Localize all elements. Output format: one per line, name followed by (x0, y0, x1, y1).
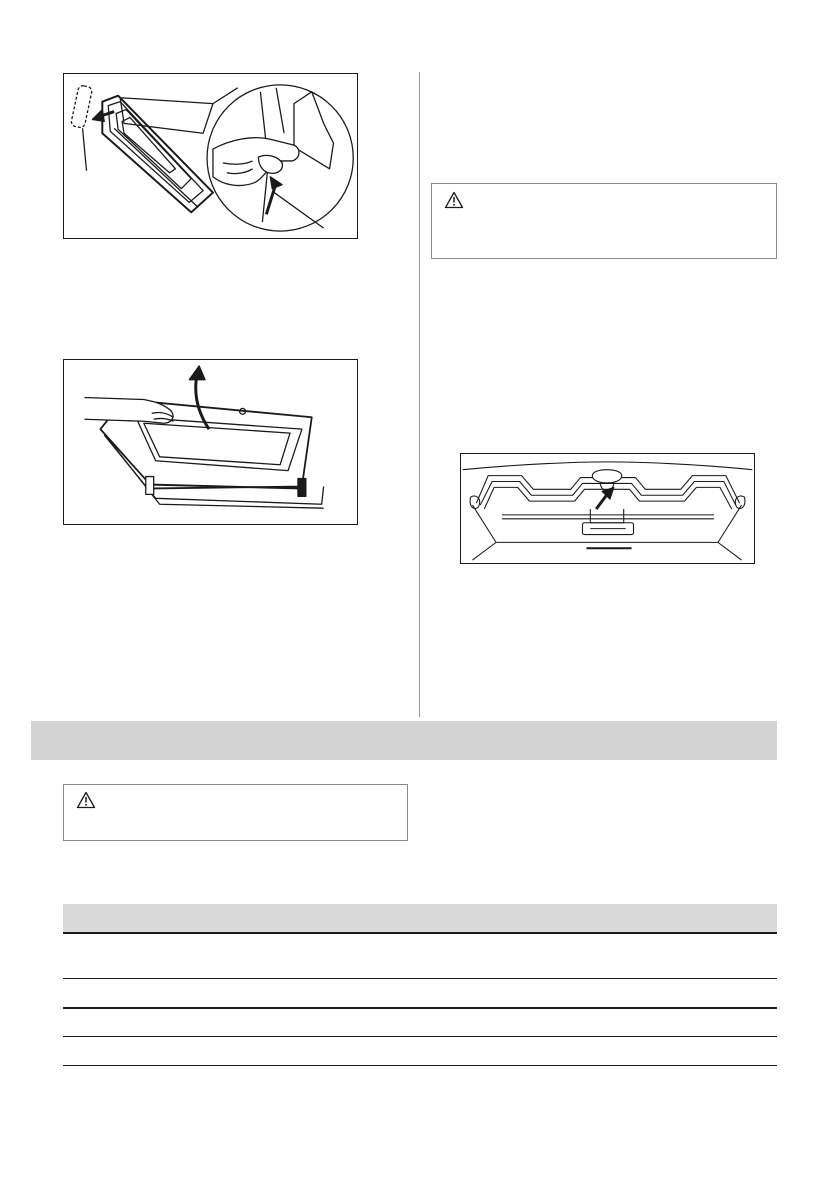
door-panel-removal-figure (63, 73, 358, 239)
table-row-divider (63, 1007, 777, 1009)
grill-element-figure (460, 453, 755, 564)
table-row-divider (63, 1065, 777, 1066)
column-divider (419, 72, 420, 717)
door-hinge-lever-illustration (64, 74, 357, 238)
warning-triangle-icon (76, 791, 96, 809)
warning-triangle-icon (444, 191, 464, 209)
oven-grill-heating-element-illustration (461, 454, 754, 563)
section-header-band (31, 721, 777, 760)
table-row-divider (63, 978, 777, 979)
hand-lifting-door-glass-illustration (64, 360, 357, 524)
door-glass-lift-figure (63, 359, 358, 525)
warning-box-section (63, 784, 408, 841)
table-header-row (63, 904, 777, 934)
warning-box-right-column (431, 183, 777, 259)
table-row-divider (63, 1036, 777, 1037)
